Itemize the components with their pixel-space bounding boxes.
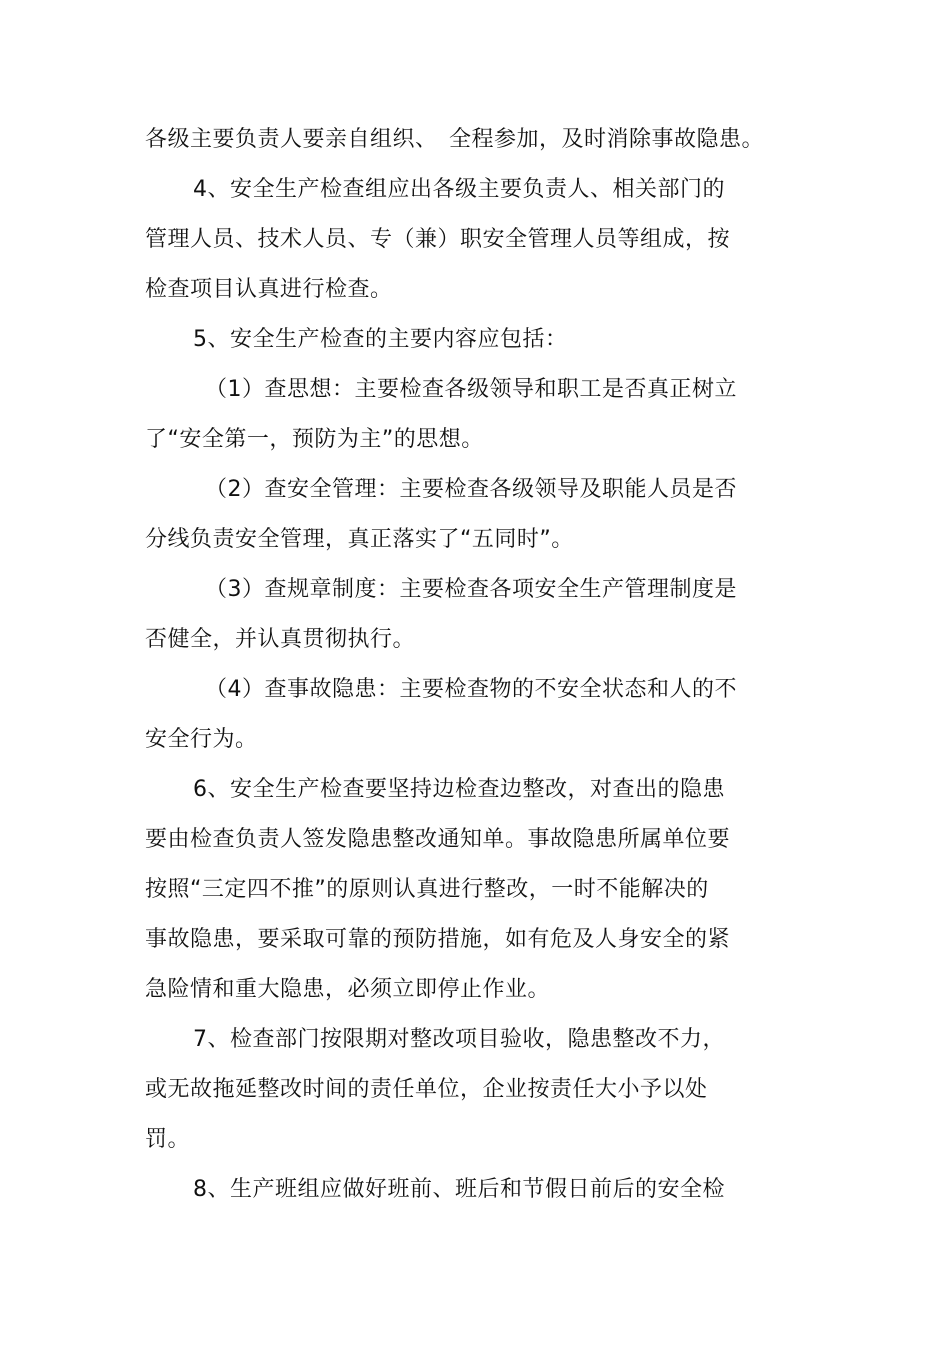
text-line: 按照“三定四不推”的原则认真进行整改，一时不能解决的: [145, 877, 709, 902]
text-line: 检查项目认真进行检查。: [145, 277, 393, 302]
text-line: 分线负责安全管理，真正落实了“五同时”。: [145, 527, 574, 552]
text-line: （2）查安全管理：主要检查各级领导及职能人员是否: [205, 477, 737, 502]
text-line: （3）查规章制度：主要检查各项安全生产管理制度是: [205, 577, 737, 602]
text-line: 7、检查部门按限期对整改项目验收，隐患整改不力，: [193, 1027, 725, 1052]
text-line: 各级主要负责人要亲自组织、 全程参加，及时消除事故隐患。: [145, 127, 765, 152]
text-line: 事故隐患，要采取可靠的预防措施，如有危及人身安全的紧: [145, 927, 731, 952]
text-line: 罚。: [145, 1127, 191, 1152]
text-line: 5、安全生产检查的主要内容应包括：: [193, 327, 568, 352]
text-line: 安全行为。: [145, 727, 258, 752]
text-line: 4、安全生产检查组应出各级主要负责人、相关部门的: [193, 177, 725, 202]
text-line: 6、安全生产检查要坚持边检查边整改，对查出的隐患: [193, 777, 725, 802]
text-line: 了“安全第一，预防为主”的思想。: [145, 427, 484, 452]
text-line: （1）查思想：主要检查各级领导和职工是否真正树立: [205, 377, 737, 402]
text-line: 急险情和重大隐患，必须立即停止作业。: [145, 977, 551, 1002]
text-line: 要由检查负责人签发隐患整改通知单。事故隐患所属单位要: [145, 827, 731, 852]
text-line: 8、生产班组应做好班前、班后和节假日前后的安全检: [193, 1177, 725, 1202]
text-line: 或无故拖延整改时间的责任单位，企业按责任大小予以处: [145, 1077, 708, 1102]
text-line: 管理人员、技术人员、专（兼）职安全管理人员等组成，按: [145, 227, 731, 252]
text-line: 否健全，并认真贯彻执行。: [145, 627, 416, 652]
text-line: （4）查事故隐患：主要检查物的不安全状态和人的不: [205, 677, 737, 702]
